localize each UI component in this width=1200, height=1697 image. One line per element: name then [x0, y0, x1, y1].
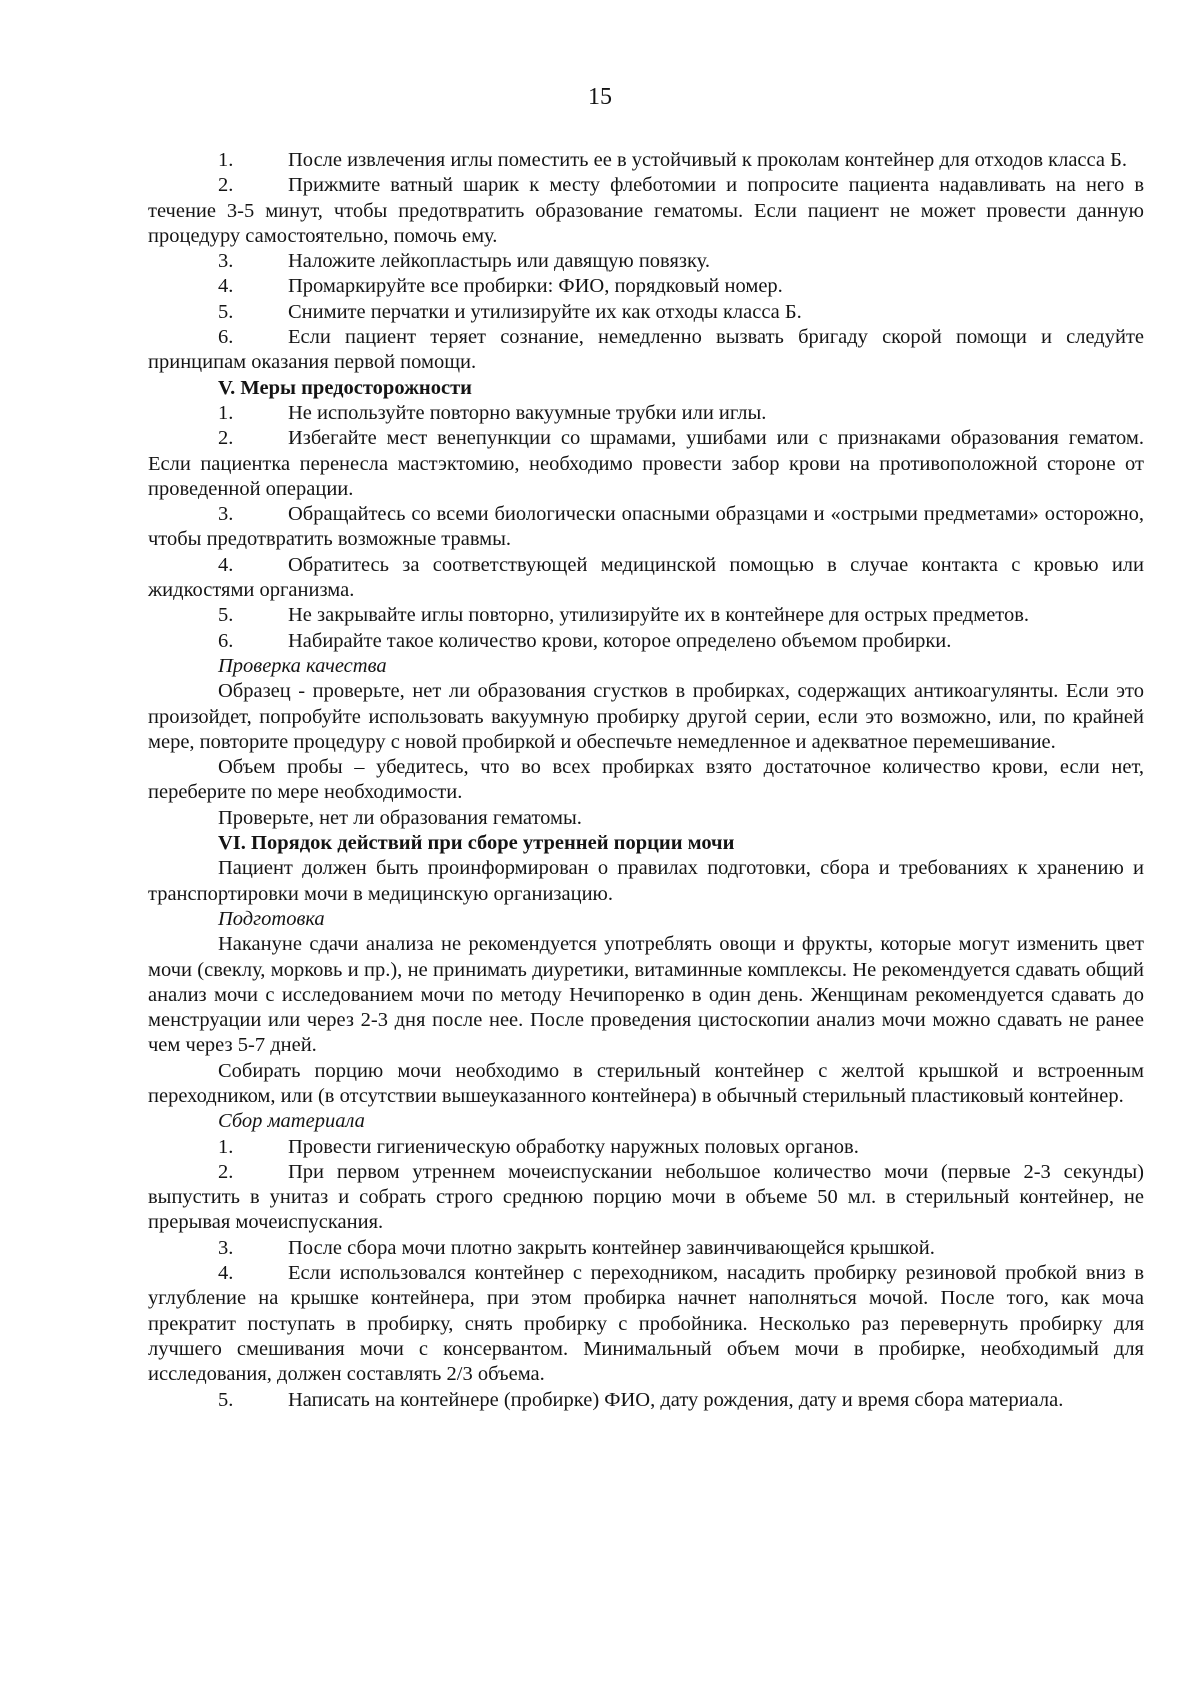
list-item	[148, 629, 1144, 654]
paragraph: Собирать порцию мочи необходимо в стерильный контейнер с желтой крышкой и встроенным переходником, или (в отсутствии вышеуказанного контейнера) в обычный стерильный пластиковый контейнер.	[148, 1059, 1144, 1107]
list-item-number: 3.	[218, 1236, 234, 1259]
list-item	[148, 553, 1144, 604]
list-item	[148, 148, 1144, 173]
list-item	[148, 502, 1144, 553]
list-item	[148, 249, 1144, 274]
list-item-number: 2.	[218, 427, 234, 450]
list-item	[148, 426, 1144, 502]
section-heading-urine-collection: VI. Порядок действий при сборе утренней порции мочи	[218, 832, 735, 855]
section-heading-precautions: V. Меры предосторожности	[218, 376, 472, 399]
list-item-text: После сбора мочи плотно закрыть контейнер завинчивающейся крышкой.	[288, 1236, 935, 1259]
list-item-number: 6.	[218, 326, 234, 349]
list-item	[148, 173, 1144, 249]
paragraph: Накануне сдачи анализа не рекомендуется употреблять овощи и фрукты, которые могут изменить цвет мочи (свеклу, морковь и пр.), не принимать диуретики, витаминные комплексы. Не рекомендуется сдавать общий анализ мочи с исследованием мочи по методу Нечипоренко в один день. Женщинам рекомендуется сдавать до менструации или через 2-3 дня после нее. После проведения цистоскопии анализ мочи можно сдавать не ранее чем через 5-7 дней.	[148, 933, 1144, 1057]
list-item-text: Если использовался контейнер с переходником, насадить пробирку резиновой пробкой вниз в углубление на крышке контейнера, при этом пробирка начнет наполняться мочой. После того, как моча прекратит поступать в пробирку, снять пробирку с пробойника. Несколько раз перевернуть пробирку для лучшего смешивания мочи с консервантом. Минимальный объем мочи в пробирке, необходимый для исследования, должен составлять 2/3 объема.	[148, 1262, 1144, 1386]
list-item-text: Промаркируйте все пробирки: ФИО, порядковый номер.	[288, 275, 783, 298]
list-item-number: 4.	[218, 553, 234, 576]
paragraph: Образец - проверьте, нет ли образования сгустков в пробирках, содержащих антикоагулянты. Если это произойдет, попробуйте использовать вакуумную пробирку другой серии, если это возможно, или, по крайней мере, повторите процедуру с новой пробиркой и обеспечьте немедленное и адекватное перемешивание.	[148, 680, 1144, 753]
list-item	[148, 603, 1144, 628]
paragraph: Проверьте, нет ли образования гематомы.	[218, 806, 582, 829]
subheading-material-collection: Сбор материала	[218, 1110, 365, 1133]
list-item-text: Написать на контейнере (пробирке) ФИО, дату рождения, дату и время сбора материала.	[288, 1388, 1064, 1411]
list-item	[148, 1160, 1144, 1236]
list-item	[148, 1261, 1144, 1387]
page-number: 15	[588, 84, 612, 110]
list-item-number: 2.	[218, 174, 234, 197]
list-item	[148, 1236, 1144, 1261]
list-item-number: 4.	[218, 1262, 234, 1285]
list-item-text: Если пациент теряет сознание, немедленно вызвать бригаду скорой помощи и следуйте принципам оказания первой помощи.	[148, 326, 1144, 374]
list-item-text: Прижмите ватный шарик к месту флеботомии и попросите пациента надавливать на него в течение 3-5 минут, чтобы предотвратить образование гематомы. Если пациент не может провести данную процедуру самостоятельно, помочь ему.	[148, 174, 1144, 247]
list-item-text: Набирайте такое количество крови, которое определено объемом пробирки.	[288, 629, 952, 652]
list-item-number: 1.	[218, 149, 234, 171]
list-item	[148, 274, 1144, 299]
paragraph: Объем пробы – убедитесь, что во всех пробирках взято достаточное количество крови, если нет, переберите по мере необходимости.	[148, 756, 1144, 804]
list-item-number: 6.	[218, 629, 234, 652]
list-item-text: После извлечения иглы поместить ее в устойчивый к проколам контейнер для отходов класса Б.	[288, 149, 1127, 171]
list-item	[148, 401, 1144, 426]
document-body	[148, 148, 1144, 1413]
list-item-text: Обратитесь за соответствующей медицинской помощью в случае контакта с кровью или жидкостями организма.	[148, 553, 1144, 602]
list-item-number: 3.	[218, 250, 234, 273]
list-item-number: 1.	[218, 401, 234, 424]
subheading-preparation: Подготовка	[218, 907, 325, 930]
list-item-text: Не закрывайте иглы повторно, утилизируйте их в контейнере для острых предметов.	[288, 604, 1030, 627]
paragraph: Пациент должен быть проинформирован о правилах подготовки, сбора и требованиях к хранению и транспортировки мочи в медицинскую организацию.	[148, 857, 1144, 905]
list-item	[148, 1388, 1144, 1413]
list-item-number: 5.	[218, 1388, 234, 1411]
list-item	[148, 1135, 1144, 1160]
list-item-number: 4.	[218, 275, 234, 298]
list-item-number: 3.	[218, 503, 234, 526]
list-item-text: Избегайте мест венепункции со шрамами, ушибами или с признаками образования гематом. Если пациентка перенесла мастэктомию, необходимо провести забор крови на противоположной стороне от проведенной операции.	[148, 427, 1144, 500]
list-item	[148, 325, 1144, 376]
list-item	[148, 300, 1144, 325]
list-item-text: Не используйте повторно вакуумные трубки или иглы.	[288, 401, 767, 424]
list-item-number: 5.	[218, 300, 234, 323]
list-item-text: Обращайтесь со всеми биологически опасными образцами и «острыми предметами» осторожно, чтобы предотвратить возможные травмы.	[148, 503, 1144, 551]
list-item-text: Наложите лейкопластырь или давящую повязку.	[288, 250, 710, 273]
list-item-number: 5.	[218, 604, 234, 627]
list-item-text: Снимите перчатки и утилизируйте их как отходы класса Б.	[288, 300, 802, 323]
list-item-number: 1.	[218, 1135, 234, 1158]
subheading-quality-check: Проверка качества	[218, 654, 387, 677]
list-item-number: 2.	[218, 1160, 234, 1183]
list-item-text: При первом утреннем мочеиспускании небольшое количество мочи (первые 2-3 секунды) выпустить в унитаз и собрать строго среднюю порцию мочи в объеме 50 мл. в стерильный контейнер, не прерывая мочеиспускания.	[148, 1160, 1144, 1234]
list-item-text: Провести гигиеническую обработку наружных половых органов.	[288, 1135, 859, 1158]
